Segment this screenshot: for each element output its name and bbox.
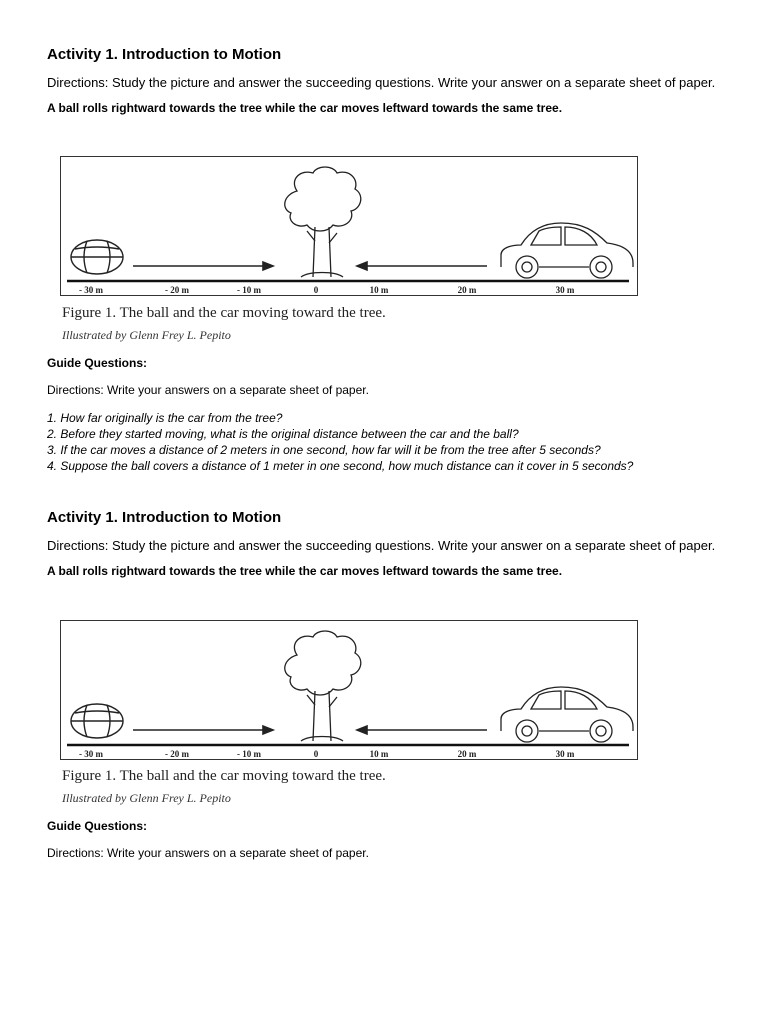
activity-title: Activity 1. Introduction to Motion (47, 509, 282, 526)
car-icon (501, 687, 633, 742)
activity-statement: A ball rolls rightward towards the tree while the car moves leftward towards the same tree. (47, 564, 563, 578)
tick-label: 0 (313, 285, 319, 295)
activity-section-1 (47, 44, 727, 116)
arrow-left-icon (357, 262, 487, 270)
tree-icon (285, 631, 361, 741)
tick-label: - 30 m (79, 749, 103, 759)
question-item: 2. Before they started moving, what is the original distance between the car and the ball? (47, 427, 519, 441)
activity-statement: A ball rolls rightward towards the tree while the car moves leftward towards the same tree. (47, 101, 563, 115)
figure-credit: Illustrated by Glenn Frey L. Pepito (62, 791, 231, 805)
activity-section-2 (47, 507, 727, 579)
activity-title: Activity 1. Introduction to Motion (47, 46, 282, 63)
guide-directions: Directions: Write your answers on a separate sheet of paper. (47, 383, 369, 397)
tick-label: 10 m (369, 285, 389, 295)
guide-questions-heading: Guide Questions: (47, 819, 148, 833)
ball-icon (71, 704, 123, 738)
tick-label: 30 m (555, 749, 575, 759)
question-list (47, 410, 633, 474)
tick-label: 20 m (457, 285, 477, 295)
tick-label: 20 m (457, 749, 477, 759)
tick-label: - 10 m (237, 285, 261, 295)
question-item: 4. Suppose the ball covers a distance of 1 meter in one second, how much distance can it cover in 5 seconds? (47, 459, 634, 473)
tick-label: - 30 m (79, 285, 103, 295)
tick-label: - 20 m (165, 749, 189, 759)
activity-directions: Directions: Study the picture and answer the succeeding questions. Write your answer on a separate sheet of paper. (47, 75, 716, 90)
motion-figure-2 (60, 620, 638, 760)
car-icon (501, 223, 633, 278)
motion-illustration (61, 157, 637, 295)
ball-icon (71, 240, 123, 274)
tick-label: 10 m (369, 749, 389, 759)
arrow-right-icon (133, 262, 273, 270)
figure-caption: Figure 1. The ball and the car moving toward the tree. (62, 305, 386, 321)
tick-label: - 10 m (237, 749, 261, 759)
question-item: 1. How far originally is the car from the tree? (47, 411, 283, 425)
activity-directions: Directions: Study the picture and answer the succeeding questions. Write your answer on a separate sheet of paper. (47, 538, 716, 553)
figure-credit: Illustrated by Glenn Frey L. Pepito (62, 328, 231, 342)
guide-questions-heading: Guide Questions: (47, 356, 148, 370)
tick-label: 30 m (555, 285, 575, 295)
guide-directions: Directions: Write your answers on a separate sheet of paper. (47, 846, 369, 860)
tick-label: 0 (313, 749, 319, 759)
tree-icon (285, 167, 361, 277)
arrow-right-icon (133, 726, 273, 734)
motion-illustration (61, 621, 637, 759)
figure-caption: Figure 1. The ball and the car moving toward the tree. (62, 768, 386, 784)
tick-label: - 20 m (165, 285, 189, 295)
arrow-left-icon (357, 726, 487, 734)
question-item: 3. If the car moves a distance of 2 meters in one second, how far will it be from the tree after 5 seconds? (47, 443, 601, 457)
motion-figure-1 (60, 156, 638, 296)
